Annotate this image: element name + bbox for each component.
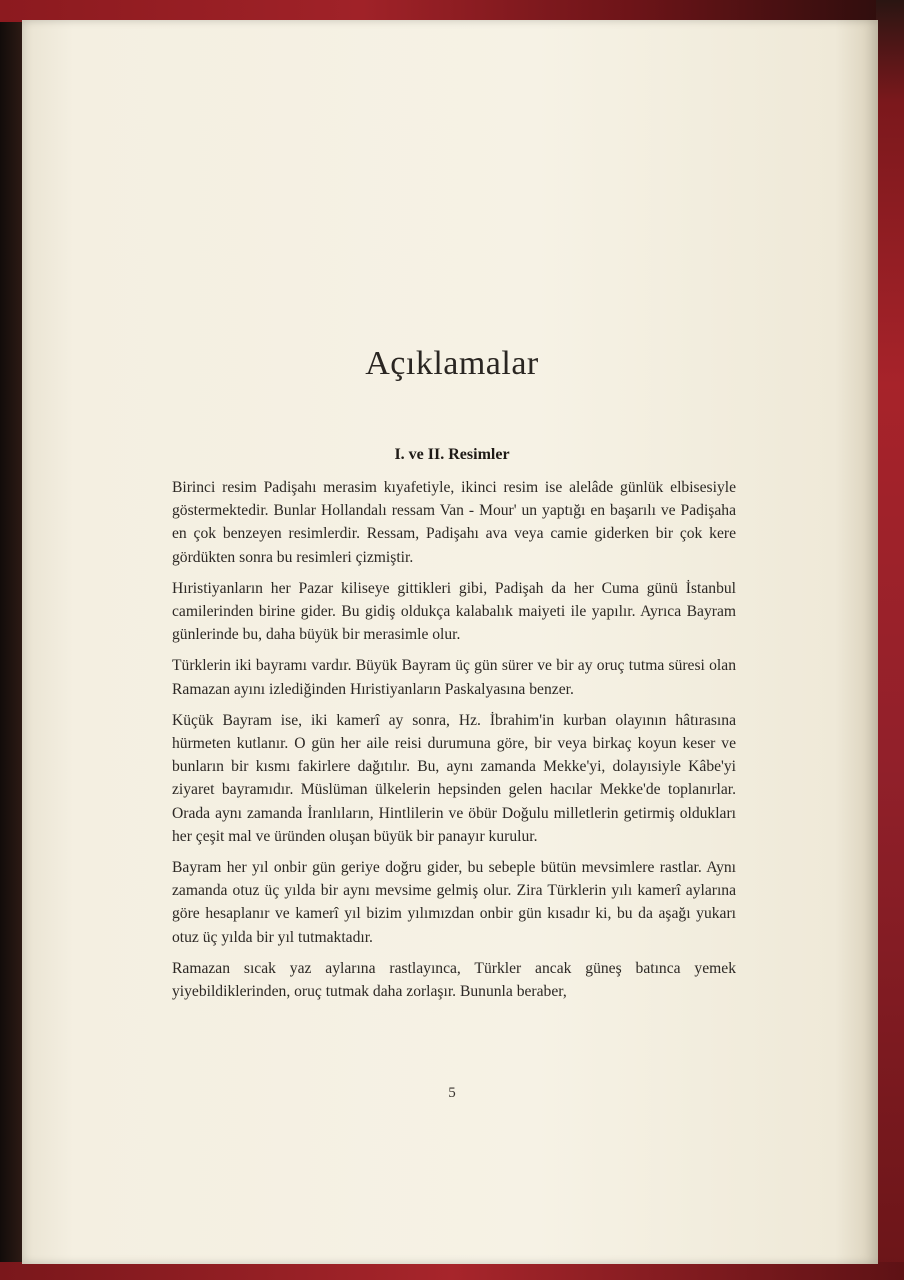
book-binding-bottom	[0, 1262, 904, 1280]
paragraph: Birinci resim Padişahı merasim kıyafetiyle, ikinci resim ise alelâde günlük elbisesiyle göstermektedir. Bunlar Hollandalı ressam Van - Mour' un yaptığı en başarılı ve Padişaha en çok benzeyen resimlerdir. Ressam, Padişahı ava veya camie giderken bir çok kere gördükten sonra bu resimleri çizmiştir.	[172, 479, 736, 566]
section-heading: I. ve II. Resimler	[394, 446, 510, 463]
page-title: Açıklamalar	[365, 345, 539, 382]
paragraph: Türklerin iki bayramı vardır. Büyük Bayram üç gün sürer ve bir ay oruç tutma süresi olan Ramazan ayını izlediğinden Hıristiyanların Paskalyasına benzer.	[172, 657, 736, 698]
body-text	[172, 476, 736, 1011]
paragraph: Bayram her yıl onbir gün geriye doğru gider, bu sebeple bütün mevsimlere rastlar. Aynı zamanda otuz üç yılda bir aynı mevsime gelmiş olur. Zira Türklerin yılı kamerî aylarına göre hesaplanır ve kamerî yıl bizim yılımızdan onbir gün kısadır ki, bu da aşağı yukarı otuz üç yılda bir yıl tutmaktadır.	[172, 859, 736, 946]
paragraph: Ramazan sıcak yaz aylarına rastlayınca, Türkler ancak güneş batınca yemek yiyebildiklerinden, oruç tutmak daha zorlaşır. Bununla beraber,	[172, 959, 736, 1001]
book-binding-top	[0, 0, 904, 22]
paragraph: Küçük Bayram ise, iki kamerî ay sonra, Hz. İbrahim'in kurban olayının hâtırasına hürmeten kutlanır. O gün her aile reisi durumuna göre, bir veya birkaç koyun keser ve bunların bir kısmı fakirlere dağıtılır. Bu, aynı zamanda Mekke'yi, dolayısiyle Kâbe'yi ziyaret bayramıdır. Müslüman ülkelerin hepsinden gelen hacılar Mekke'de toplanırlar. Orada aynı zamanda İranlıların, Hintlilerin ve öbür Doğulu milletlerin getirmiş oldukları her çeşit mal ve üründen oluşan büyük bir panayır kurulur.	[172, 711, 736, 845]
paragraph: Hıristiyanların her Pazar kiliseye gittikleri gibi, Padişah da her Cuma günü İstanbul camilerinden birine gider. Bu gidiş oldukça kalabalık maiyeti ile yapılır. Ayrıca Bayram günlerinde bu, daha büyük bir merasimle olur.	[172, 579, 736, 644]
page-number: 5	[448, 1085, 456, 1101]
